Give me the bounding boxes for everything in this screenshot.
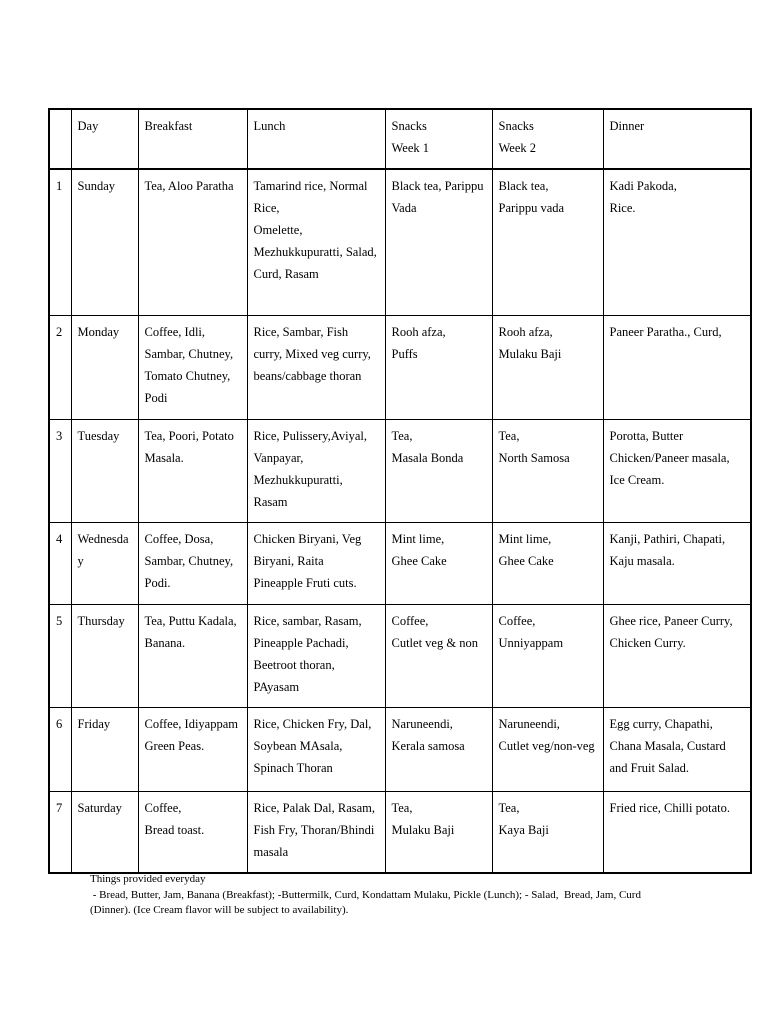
footnote-title: Things provided everyday bbox=[90, 873, 206, 885]
day-cell-line: y bbox=[77, 553, 84, 568]
dinner-cell-line: Egg curry, Chapathi, Chana Masala, Custard and Fruit Salad. bbox=[609, 716, 726, 775]
snacks-week1-cell-line: Puffs bbox=[391, 346, 418, 361]
lunch-cell-line: Spinach Thoran bbox=[253, 760, 333, 775]
table-row bbox=[49, 604, 751, 707]
day-cell bbox=[71, 522, 138, 604]
dinner-cell bbox=[603, 315, 751, 419]
breakfast-cell bbox=[138, 315, 247, 419]
snacks-week2-cell-line: Tea, bbox=[498, 428, 520, 443]
row-number-cell: 5 bbox=[49, 604, 71, 707]
lunch-cell-line: Pineapple Fruti cuts. bbox=[253, 575, 357, 590]
day-cell-line: Sunday bbox=[77, 179, 115, 193]
table-row bbox=[49, 419, 751, 522]
breakfast-cell-line: Tea, Poori, Potato Masala. bbox=[144, 428, 234, 465]
day-cell bbox=[71, 791, 138, 873]
dinner-cell-line: Fried rice, Chilli potato. bbox=[609, 800, 730, 815]
dinner-cell-line: Paneer Paratha., Curd, bbox=[609, 324, 722, 339]
header-snacks-week2-line: Week 2 bbox=[498, 141, 537, 155]
lunch-cell-line: Curd, Rasam bbox=[253, 267, 319, 281]
snacks-week2-cell-line: Parippu vada bbox=[498, 201, 565, 215]
snacks-week1-cell bbox=[385, 791, 492, 873]
footnote bbox=[90, 872, 690, 919]
day-cell-line: Saturday bbox=[77, 800, 122, 815]
header-snacks-week1-line: Snacks bbox=[391, 119, 427, 133]
snacks-week1-cell-line: Kerala samosa bbox=[391, 738, 465, 753]
snacks-week2-cell bbox=[492, 169, 603, 315]
snacks-week1-cell bbox=[385, 315, 492, 419]
lunch-cell bbox=[247, 522, 385, 604]
lunch-cell bbox=[247, 315, 385, 419]
breakfast-cell-line: Bread toast. bbox=[144, 822, 205, 837]
lunch-cell-line: Rice, sambar, Rasam, Pineapple Pachadi, Beetroot thoran, bbox=[253, 613, 362, 672]
snacks-week1-cell-line: Rooh afza, bbox=[391, 324, 446, 339]
table-row bbox=[49, 169, 751, 315]
breakfast-cell-line: Tea, Aloo Paratha bbox=[144, 179, 234, 193]
header-day-line: Day bbox=[77, 119, 99, 133]
snacks-week2-cell-line: Mint lime, bbox=[498, 531, 552, 546]
lunch-cell bbox=[247, 791, 385, 873]
snacks-week2-cell bbox=[492, 315, 603, 419]
table-row bbox=[49, 522, 751, 604]
snacks-week1-cell-line: Naruneendi, bbox=[391, 716, 453, 731]
day-cell bbox=[71, 604, 138, 707]
breakfast-cell-line: Coffee, Idiyappam Green Peas. bbox=[144, 716, 238, 753]
snacks-week2-cell bbox=[492, 419, 603, 522]
snacks-week1-cell-line: Tea, bbox=[391, 428, 413, 443]
snacks-week2-cell-line: Mulaku Baji bbox=[498, 346, 562, 361]
snacks-week1-cell-line: Cutlet veg & non bbox=[391, 635, 478, 650]
snacks-week1-cell-line: Masala Bonda bbox=[391, 450, 464, 465]
dinner-cell bbox=[603, 604, 751, 707]
snacks-week2-cell bbox=[492, 791, 603, 873]
header-dinner-line: Dinner bbox=[609, 119, 645, 133]
dinner-cell bbox=[603, 707, 751, 791]
snacks-week1-cell bbox=[385, 604, 492, 707]
day-cell-line: Monday bbox=[77, 324, 120, 339]
lunch-cell-line: Rice, Palak Dal, Rasam, Fish Fry, Thoran/Bhindi masala bbox=[253, 800, 375, 859]
header-breakfast bbox=[138, 109, 247, 169]
lunch-cell-line: Mezhukkupuratti, Salad, bbox=[253, 245, 377, 259]
row-number-cell: 2 bbox=[49, 315, 71, 419]
header-row bbox=[49, 109, 751, 169]
table-row bbox=[49, 707, 751, 791]
dinner-cell bbox=[603, 419, 751, 522]
lunch-cell bbox=[247, 604, 385, 707]
dinner-cell-line: Rice. bbox=[609, 201, 636, 215]
snacks-week2-cell-line: Coffee, bbox=[498, 613, 536, 628]
header-dinner bbox=[603, 109, 751, 169]
dinner-cell-line: Porotta, Butter Chicken/Paneer masala, Ice Cream. bbox=[609, 428, 730, 487]
table-row bbox=[49, 791, 751, 873]
lunch-cell-line: PAyasam bbox=[253, 679, 300, 694]
lunch-cell bbox=[247, 707, 385, 791]
row-number-cell: 3 bbox=[49, 419, 71, 522]
breakfast-cell bbox=[138, 707, 247, 791]
lunch-cell-line: Rice, Pulissery,Aviyal, Vanpayar, bbox=[253, 428, 368, 465]
day-cell bbox=[71, 169, 138, 315]
dinner-cell-line: Kadi Pakoda, bbox=[609, 179, 677, 193]
breakfast-cell-line: Tea, Puttu Kadala, Banana. bbox=[144, 613, 237, 650]
snacks-week2-cell-line: Naruneendi, bbox=[498, 716, 560, 731]
snacks-week1-cell-line: Mulaku Baji bbox=[391, 822, 455, 837]
header-day bbox=[71, 109, 138, 169]
row-number-cell: 4 bbox=[49, 522, 71, 604]
header-snacks-week1-line: Week 1 bbox=[391, 141, 430, 155]
dinner-cell-line: Ghee rice, Paneer Curry, Chicken Curry. bbox=[609, 613, 733, 650]
breakfast-cell bbox=[138, 169, 247, 315]
snacks-week2-cell-line: Kaya Baji bbox=[498, 822, 549, 837]
breakfast-cell-line: Coffee, Dosa, Sambar, Chutney, Podi. bbox=[144, 531, 234, 590]
snacks-week1-cell-line: Tea, bbox=[391, 800, 413, 815]
mess-menu-table bbox=[48, 108, 752, 874]
footnote-line-2: (Dinner). (Ice Cream flavor will be subject to availability). bbox=[90, 904, 349, 916]
breakfast-cell bbox=[138, 522, 247, 604]
snacks-week1-cell-line: Black tea, Parippu Vada bbox=[391, 179, 484, 215]
lunch-cell bbox=[247, 169, 385, 315]
row-number-cell: 6 bbox=[49, 707, 71, 791]
day-cell-line: Friday bbox=[77, 716, 111, 731]
snacks-week2-cell bbox=[492, 604, 603, 707]
snacks-week1-cell-line: Coffee, bbox=[391, 613, 429, 628]
day-cell bbox=[71, 707, 138, 791]
snacks-week1-cell-line: Ghee Cake bbox=[391, 553, 447, 568]
dinner-cell bbox=[603, 791, 751, 873]
breakfast-cell-line: Coffee, Idli, Sambar, Chutney, Tomato Chutney, Podi bbox=[144, 324, 234, 405]
snacks-week2-cell-line: Black tea, bbox=[498, 179, 549, 193]
snacks-week1-cell bbox=[385, 419, 492, 522]
snacks-week2-cell-line: Rooh afza, bbox=[498, 324, 553, 339]
breakfast-cell bbox=[138, 604, 247, 707]
snacks-week1-cell bbox=[385, 169, 492, 315]
lunch-cell-line: Mezhukkupuratti, bbox=[253, 472, 343, 487]
header-breakfast-line: Breakfast bbox=[144, 119, 193, 133]
snacks-week2-cell-line: Tea, bbox=[498, 800, 520, 815]
snacks-week2-cell bbox=[492, 707, 603, 791]
header-snacks-week1 bbox=[385, 109, 492, 169]
breakfast-cell bbox=[138, 419, 247, 522]
header-snacks-week2 bbox=[492, 109, 603, 169]
lunch-cell-line: Rice, Chicken Fry, Dal, Soybean MAsala, bbox=[253, 716, 372, 753]
dinner-cell bbox=[603, 169, 751, 315]
header-number bbox=[49, 109, 71, 169]
day-cell bbox=[71, 315, 138, 419]
lunch-cell-line: Tamarind rice, Normal Rice, bbox=[253, 179, 368, 215]
snacks-week2-cell-line: North Samosa bbox=[498, 450, 570, 465]
day-cell-line: Tuesday bbox=[77, 428, 120, 443]
dinner-cell-line: Kanji, Pathiri, Chapati, Kaju masala. bbox=[609, 531, 726, 568]
header-lunch-line: Lunch bbox=[253, 119, 286, 133]
snacks-week2-cell-line: Ghee Cake bbox=[498, 553, 554, 568]
snacks-week1-cell bbox=[385, 707, 492, 791]
row-number-cell: 7 bbox=[49, 791, 71, 873]
snacks-week2-cell-line: Unniyappam bbox=[498, 635, 564, 650]
day-cell bbox=[71, 419, 138, 522]
snacks-week1-cell bbox=[385, 522, 492, 604]
day-cell-line: Thursday bbox=[77, 613, 125, 628]
dinner-cell bbox=[603, 522, 751, 604]
table-row bbox=[49, 315, 751, 419]
header-lunch bbox=[247, 109, 385, 169]
snacks-week2-cell-line: Cutlet veg/non-veg bbox=[498, 738, 595, 753]
breakfast-cell-line: Coffee, bbox=[144, 800, 182, 815]
lunch-cell bbox=[247, 419, 385, 522]
lunch-cell-line: Chicken Biryani, Veg Biryani, Raita bbox=[253, 531, 362, 568]
header-snacks-week2-line: Snacks bbox=[498, 119, 534, 133]
footnote-line-1: - Bread, Butter, Jam, Banana (Breakfast); -Buttermilk, Curd, Kondattam Mulaku, Pickle (Lunch); - Salad, Bread, Jam, Curd bbox=[90, 888, 641, 901]
lunch-cell-line: Rasam bbox=[253, 494, 288, 509]
lunch-cell-line: Rice, Sambar, Fish curry, Mixed veg curry, beans/cabbage thoran bbox=[253, 324, 371, 383]
lunch-cell-line: Omelette, bbox=[253, 223, 303, 237]
breakfast-cell bbox=[138, 791, 247, 873]
snacks-week1-cell-line: Mint lime, bbox=[391, 531, 445, 546]
snacks-week2-cell bbox=[492, 522, 603, 604]
day-cell-line: Wednesda bbox=[77, 531, 129, 546]
row-number-cell: 1 bbox=[49, 169, 71, 315]
